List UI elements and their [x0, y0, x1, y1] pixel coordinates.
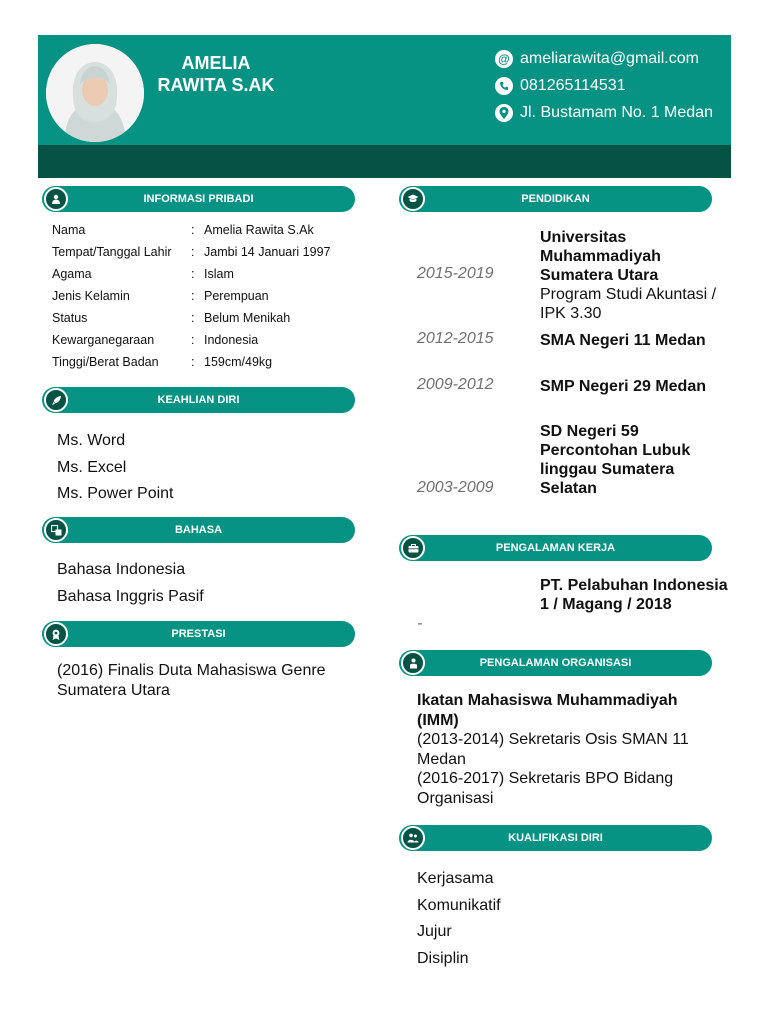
section-title: PRESTASI: [171, 628, 226, 640]
info-separator: :: [191, 311, 195, 325]
education-years: 2015-2019: [417, 265, 494, 282]
school-name: Universitas Muhammadiyah Sumatera Utara: [540, 229, 661, 284]
info-row: [52, 286, 330, 308]
section-header-achievement: [42, 621, 355, 647]
info-separator: :: [191, 267, 195, 281]
section-title: BAHASA: [174, 524, 223, 536]
qualification-item: Kerjasama: [417, 870, 494, 887]
contact-email[interactable]: [495, 50, 699, 68]
info-row: [52, 220, 330, 242]
skills-list: [57, 428, 173, 508]
skill-item: Ms. Power Point: [57, 485, 174, 502]
section-header-language: [42, 517, 355, 543]
info-value: Indonesia: [204, 333, 259, 347]
achievement-line: Sumatera Utara: [57, 682, 170, 699]
section-header-work: [399, 535, 712, 561]
at-icon: @: [495, 50, 513, 68]
info-row: [52, 242, 330, 264]
name-line-1: AMELIA: [181, 53, 251, 73]
info-key: Tinggi/Berat Badan: [52, 355, 159, 369]
section-title: INFORMASI PRIBADI: [143, 193, 254, 205]
info-value: Jambi 14 Januari 1997: [204, 245, 331, 259]
info-row: [52, 352, 330, 374]
education-years: 2003-2009: [417, 479, 494, 496]
contact-phone[interactable]: [495, 77, 626, 95]
organization-title: Ikatan Mahasiswa Muhammadiyah (IMM): [417, 692, 678, 729]
organization-item: (2013-2014) Sekretaris Osis SMAN 11 Medan: [417, 731, 689, 768]
section-header-education: [399, 186, 712, 212]
achievement-list: [57, 661, 326, 701]
language-item: Bahasa Indonesia: [57, 561, 186, 578]
qualification-item: Disiplin: [417, 949, 469, 967]
info-separator: :: [191, 289, 195, 303]
section-title: PENGALAMAN KERJA: [495, 542, 616, 554]
qualification-item: Jujur: [417, 923, 452, 940]
skill-item: Ms. Excel: [57, 458, 127, 476]
language-item: Bahasa Inggris Pasif: [57, 587, 204, 605]
company-name: PT. Pelabuhan Indonesia 1 / Magang / 2018: [540, 577, 728, 613]
info-row: [52, 330, 330, 352]
education-entry: [540, 422, 730, 498]
profile-photo: [46, 44, 144, 142]
section-header-organization: [399, 650, 712, 676]
info-separator: :: [191, 355, 195, 369]
work-years: -: [417, 615, 423, 632]
info-value: Perempuan: [204, 289, 269, 303]
section-title: PENDIDIKAN: [521, 193, 590, 205]
info-row: [52, 264, 330, 286]
education-entry: [540, 331, 730, 350]
section-title: KEAHLIAN DIRI: [157, 394, 240, 406]
info-value: Amelia Rawita S.Ak: [204, 223, 314, 237]
skill-item: Ms. Word: [57, 432, 126, 449]
language-list: [57, 557, 204, 610]
info-value: 159cm/49kg: [204, 355, 273, 369]
school-detail: Program Studi Akuntasi / IPK 3.30: [540, 286, 717, 322]
address-text: Jl. Bustamam No. 1 Medan: [520, 104, 713, 121]
section-title: PENGALAMAN ORGANISASI: [479, 657, 632, 669]
cv-header: [38, 35, 731, 178]
info-key: Nama: [52, 223, 86, 237]
phone-text: 081265114531: [520, 77, 626, 94]
info-key: Status: [52, 311, 88, 325]
section-header-personal: [42, 186, 355, 212]
name-line-2: RAWITA S.AK: [157, 75, 275, 95]
qualification-item: Komunikatif: [417, 896, 501, 914]
info-key: Kewarganegaraan: [52, 333, 155, 347]
achievement-line: (2016) Finalis Duta Mahasiswa Genre: [57, 662, 326, 679]
info-separator: :: [191, 223, 195, 237]
info-row: [52, 308, 330, 330]
info-key: Jenis Kelamin: [52, 289, 130, 303]
full-name: [156, 52, 276, 96]
info-value: Belum Menikah: [204, 311, 291, 325]
section-header-skills: [42, 387, 355, 413]
education-years: 2009-2012: [417, 376, 494, 393]
personal-info-table: [52, 220, 330, 374]
email-text: ameliarawita@gmail.com: [520, 50, 699, 67]
contact-address: [495, 104, 713, 122]
info-key: Agama: [52, 267, 92, 281]
school-name: SMP Negeri 29 Medan: [540, 378, 706, 395]
info-separator: :: [191, 245, 195, 259]
section-title: KUALIFIKASI DIRI: [508, 832, 603, 844]
education-entry: [540, 228, 730, 323]
qualification-list: [417, 866, 501, 972]
location-pin-icon: [495, 104, 513, 122]
school-name: SMA Negeri 11 Medan: [540, 332, 706, 349]
info-value: Islam: [204, 267, 234, 281]
education-years: 2012-2015: [417, 330, 494, 347]
work-entry: [540, 576, 735, 614]
education-entry: [540, 377, 730, 396]
section-header-qualification: [399, 825, 712, 851]
organization-item: (2016-2017) Sekretaris BPO Bidang Organisasi: [417, 770, 674, 807]
phone-icon: [495, 77, 513, 95]
info-key: Tempat/Tanggal Lahir: [52, 245, 172, 259]
info-separator: :: [191, 333, 195, 347]
organization-list: [417, 691, 717, 808]
header-band: [38, 145, 731, 178]
school-name: SD Negeri 59 Percontohan Lubuk linggau Sumatera Selatan: [540, 423, 691, 497]
